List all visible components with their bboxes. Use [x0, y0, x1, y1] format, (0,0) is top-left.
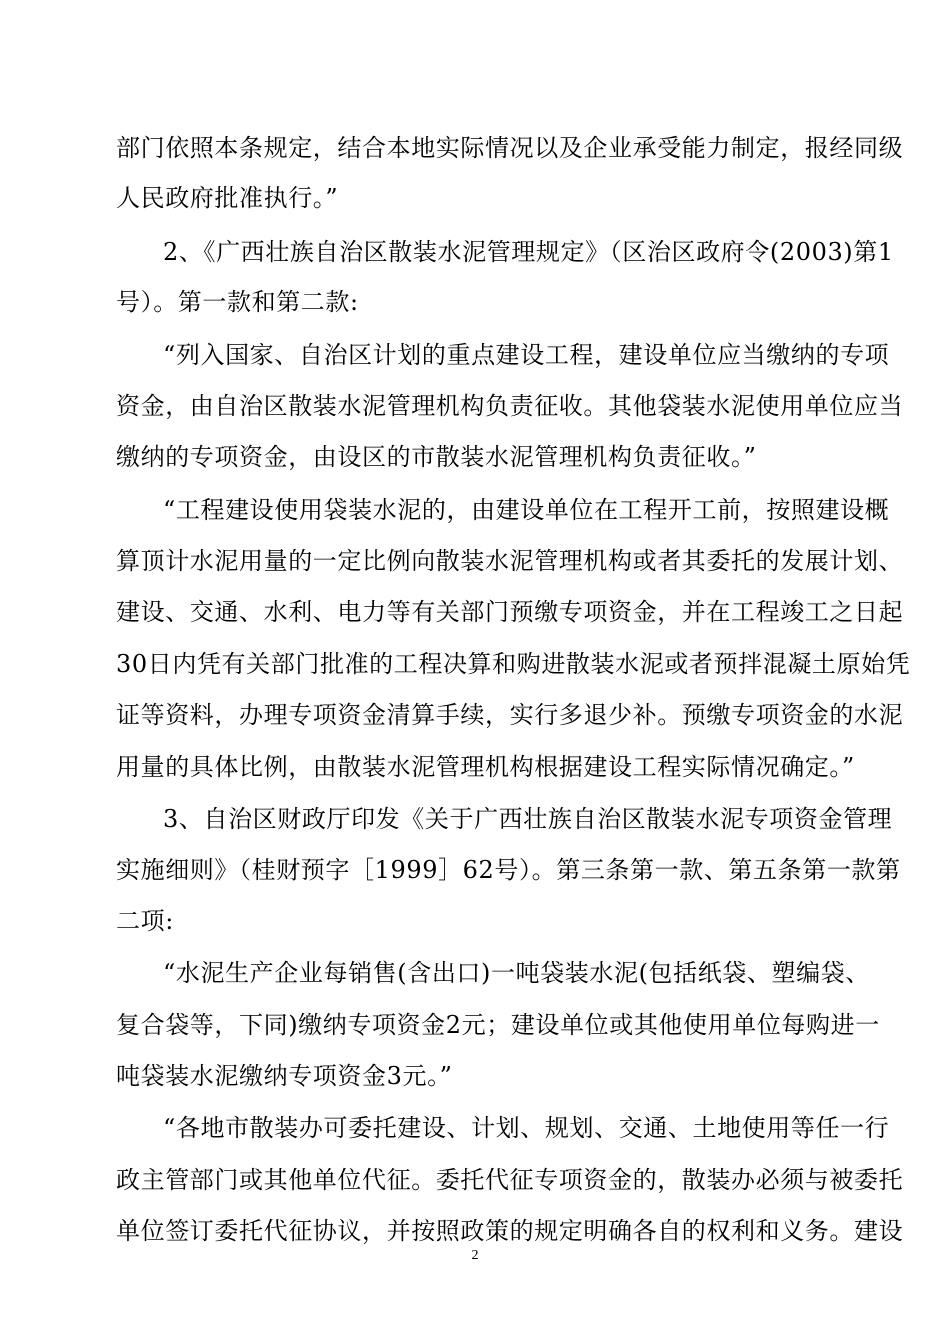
text-line: 建设、交通、水利、电力等有关部门预缴专项资金，并在工程竣工之日起 — [116, 598, 904, 626]
text-line: 用量的具体比例，由散装水泥管理机构根据建设工程实际情况确定。” — [116, 753, 855, 781]
text-line: “列入国家、自治区计划的重点建设工程，建设单位应当缴纳的专项 — [163, 341, 890, 369]
text-line: 2、《广西壮族自治区散装水泥管理规定》（区治区政府令(2003)第1 — [163, 238, 894, 266]
text-line: 政主管部门或其他单位代征。委托代征专项资金的，散装办必须与被委托 — [116, 1166, 904, 1194]
text-line: “水泥生产企业每销售(含出口)一吨袋装水泥(包括纸袋、塑编袋、 — [163, 959, 870, 987]
text-line: 30日内凭有关部门批准的工程决算和购进散装水泥或者预拌混凝土原始凭 — [116, 650, 911, 678]
text-line: 证等资料，办理专项资金清算手续，实行多退少补。预缴专项资金的水泥 — [116, 701, 904, 729]
text-line: 号）。第一款和第二款: — [116, 288, 359, 316]
text-line: 算顶计水泥用量的一定比例向散装水泥管理机构或者其委托的发展计划、 — [116, 547, 904, 575]
page-number: 2 — [471, 1248, 479, 1263]
text-line: 单位签订委托代征协议，并按照政策的规定明确各自的权利和义务。建设 — [116, 1217, 904, 1245]
text-line: 人民政府批准执行。” — [116, 184, 339, 212]
text-line: 二项: — [116, 907, 174, 935]
text-line: 缴纳的专项资金，由设区的市散装水泥管理机构负责征收。” — [116, 443, 757, 471]
text-line: 实施细则》（桂财预字［1999］62号）。第三条第一款、第五条第一款第 — [116, 856, 901, 884]
text-line: 复合袋等，下同)缴纳专项资金2元；建设单位或其他使用单位每购进一 — [116, 1011, 880, 1039]
text-line: 部门依照本条规定，结合本地实际情况以及企业承受能力制定，报经同级 — [116, 134, 904, 162]
text-line: 3、自治区财政厅印发《关于广西壮族自治区散装水泥专项资金管理 — [163, 805, 893, 833]
text-line: “各地市散装办可委托建设、计划、规划、交通、土地使用等任一行 — [163, 1114, 890, 1142]
text-line: 资金，由自治区散装水泥管理机构负责征收。其他袋装水泥使用单位应当 — [116, 392, 904, 420]
text-line: “工程建设使用袋装水泥的，由建设单位在工程开工前，按照建设概 — [163, 496, 890, 524]
text-line: 吨袋装水泥缴纳专项资金3元。” — [116, 1062, 453, 1090]
